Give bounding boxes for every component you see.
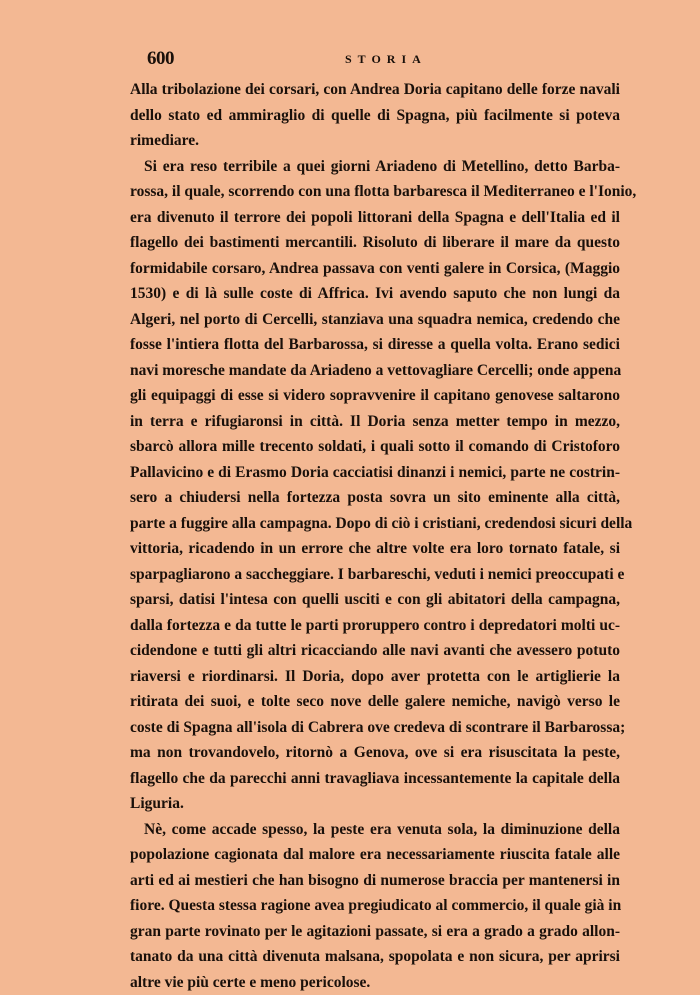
text-line: gli equipaggi di esse si videro sopravvenire il capitano genovese saltarono xyxy=(130,383,620,409)
text-line: popolazione cagionata dal malore era necessariamente riuscita fatale alle xyxy=(130,842,620,868)
text-line: gran parte rovinato per le agitazioni passate, si era a grado a grado allon- xyxy=(130,919,620,945)
text-line: flagello che da parecchi anni travagliava incessantemente la capitale della xyxy=(130,766,620,792)
text-line: flagello dei bastimenti mercantili. Risoluto di liberare il mare da questo xyxy=(130,230,620,256)
page-header xyxy=(147,48,637,70)
text-line: formidabile corsaro, Andrea passava con venti galere in Corsica, (Maggio xyxy=(130,256,620,282)
text-line: Algeri, nel porto di Cercelli, stanziava una squadra nemica, credendo che xyxy=(130,307,620,333)
text-line: coste di Spagna all'isola di Cabrera ove credeva di scontrare il Barbarossa; xyxy=(130,715,620,741)
text-line: era divenuto il terrore dei popoli littorani della Spagna e dell'Italia ed il xyxy=(130,205,620,231)
text-line: rimediare. xyxy=(130,128,620,154)
text-line: Si era reso terribile a quei giorni Ariadeno di Metellino, detto Barba- xyxy=(130,154,620,180)
text-line: dello stato ed ammiraglio di quelle di Spagna, più facilmente si poteva xyxy=(130,103,620,129)
running-head: STORIA xyxy=(345,52,427,67)
text-line: cidendone e tutti gli altri ricacciando alle navi avanti che avessero potuto xyxy=(130,638,620,664)
text-line: tanato da una città divenuta malsana, spopolata e non sicura, per aprirsi xyxy=(130,944,620,970)
text-line: 1530) e di là sulle coste di Affrica. Ivi avendo saputo che non lungi da xyxy=(130,281,620,307)
text-line: riaversi e riordinarsi. Il Doria, dopo aver protetta con le artiglierie la xyxy=(130,664,620,690)
text-line: sparpagliarono a saccheggiare. I barbareschi, veduti i nemici preoccupati e xyxy=(130,562,620,588)
body-text xyxy=(130,77,620,995)
text-line: fiore. Questa stessa ragione avea pregiudicato al commercio, il quale già in xyxy=(130,893,620,919)
text-line: Pallavicino e di Erasmo Doria cacciatisi dinanzi i nemici, parte ne costrin- xyxy=(130,460,620,486)
text-line: ritirata dei suoi, e tolte seco nove delle galere nemiche, navigò verso le xyxy=(130,689,620,715)
text-line: dalla fortezza e da tutte le parti proruppero contro i depredatori molti uc- xyxy=(130,613,620,639)
text-line: sbarcò allora mille trecento soldati, i quali sotto il comando di Cristoforo xyxy=(130,434,620,460)
text-line: arti ed ai mestieri che han bisogno di numerose braccia per mantenersi in xyxy=(130,868,620,894)
page-number: 600 xyxy=(147,48,174,70)
paragraph xyxy=(130,154,620,817)
text-line: navi moresche mandate da Ariadeno a vettovagliare Cercelli; onde appena xyxy=(130,358,620,384)
text-line: in terra e rifugiaronsi in città. Il Doria senza metter tempo in mezzo, xyxy=(130,409,620,435)
text-line: Liguria. xyxy=(130,791,620,817)
text-line: altre vie più certe e meno pericolose. xyxy=(130,970,620,995)
text-line: sero a chiudersi nella fortezza posta sovra un sito eminente alla città, xyxy=(130,485,620,511)
paragraph xyxy=(130,77,620,154)
text-line: rossa, il quale, scorrendo con una flotta barbaresca il Mediterraneo e l'Ionio, xyxy=(130,179,620,205)
text-line: Nè, come accade spesso, la peste era venuta sola, la diminuzione della xyxy=(130,817,620,843)
text-line: parte a fuggire alla campagna. Dopo di ciò i cristiani, credendosi sicuri della xyxy=(130,511,620,537)
text-line: Alla tribolazione dei corsari, con Andrea Doria capitano delle forze navali xyxy=(130,77,620,103)
text-line: fosse l'intiera flotta del Barbarossa, si diresse a quella volta. Erano sedici xyxy=(130,332,620,358)
text-line: vittoria, ricadendo in un errore che altre volte era loro tornato fatale, si xyxy=(130,536,620,562)
margin-speck xyxy=(117,595,121,599)
text-line: sparsi, datisi l'intesa con quelli usciti e con gli abitatori della campagna, xyxy=(130,587,620,613)
paragraph xyxy=(130,817,620,995)
text-line: ma non trovandovelo, ritornò a Genova, ove si era risuscitata la peste, xyxy=(130,740,620,766)
